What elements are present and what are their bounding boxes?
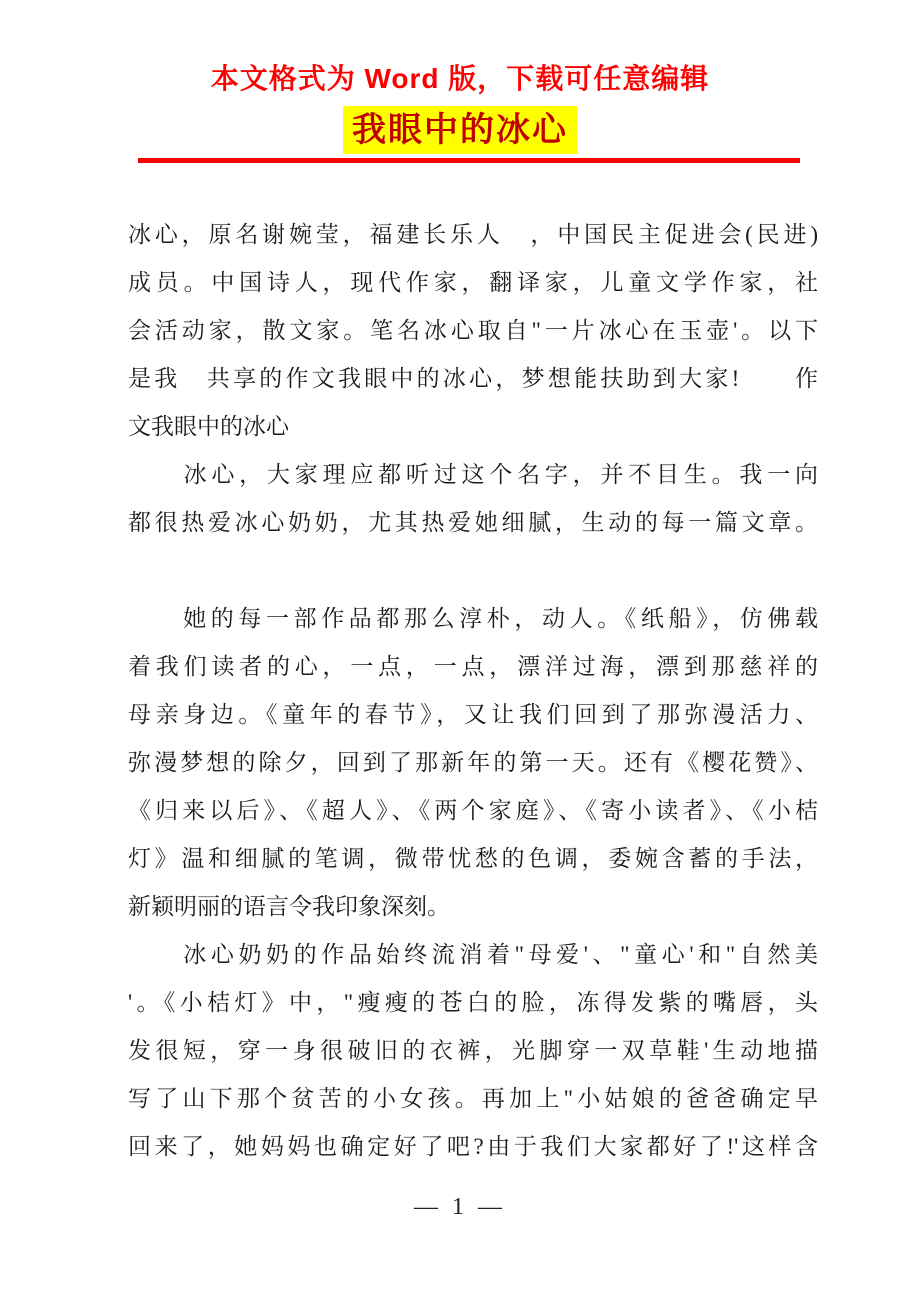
body-text-line: 母亲身边。《童年的春节》，又让我们回到了那弥漫活力、 <box>128 702 818 727</box>
body-text-line: 冰心奶奶的作品始终流消着"母爱'、"童心'和"自然美 <box>128 942 818 967</box>
body-text-line: 她的每一部作品都那么淳朴，动人。《纸船》，仿佛载 <box>128 606 818 631</box>
document-title: 我眼中的冰心 <box>343 106 577 154</box>
page-number: — 1 — <box>414 1194 506 1220</box>
red-divider-line <box>138 158 800 163</box>
body-text-line: 冰心，原名谢婉莹，福建长乐人 ，中国民主促进会(民进) <box>128 222 818 247</box>
body-text-line: 着我们读者的心，一点，一点，漂洋过海，漂到那慈祥的 <box>128 654 818 679</box>
title-row <box>0 106 920 154</box>
body-text-line: 文我眼中的冰心 <box>128 414 289 439</box>
body-text-line: 新颖明丽的语言令我印象深刻。 <box>128 894 450 919</box>
body-text-line: 成员。中国诗人，现代作家，翻译家，儿童文学作家，社 <box>128 270 818 295</box>
body-text-line: 发很短，穿一身很破旧的衣裤，光脚穿一双草鞋'生动地描 <box>128 1038 818 1063</box>
body-text-line: 回来了，她妈妈也确定好了吧?由于我们大家都好了!'这样含 <box>128 1134 818 1159</box>
body-text-line: 都很热爱冰心奶奶，尤其热爱她细腻，生动的每一篇文章。 <box>128 510 818 535</box>
body-text-line: 冰心，大家理应都听过这个名字，并不目生。我一向 <box>128 462 818 487</box>
body-text-line: 《归来以后》、《超人》、《两个家庭》、《寄小读者》、《小桔 <box>128 798 818 823</box>
blank-line <box>128 547 818 595</box>
body-text-line: 写了山下那个贫苦的小女孩。再加上"小姑娘的爸爸确定早 <box>128 1086 818 1111</box>
document-body <box>128 211 818 1171</box>
body-text-line: 会活动家，散文家。笔名冰心取自"一片冰心在玉壶'。以下 <box>128 318 818 343</box>
body-text-line: 灯》温和细腻的笔调，微带忧愁的色调，委婉含蓄的手法， <box>128 846 818 871</box>
header-notice: 本文格式为 Word 版，下载可任意编辑 <box>210 63 710 94</box>
body-text-line: '。《小桔灯》中，"瘦瘦的苍白的脸，冻得发紫的嘴唇，头 <box>128 990 818 1015</box>
body-text-line: 是我 共享的作文我眼中的冰心，梦想能扶助到大家! 作 <box>128 366 818 391</box>
body-text-line: 弥漫梦想的除夕，回到了那新年的第一天。还有《樱花赞》、 <box>128 750 818 775</box>
